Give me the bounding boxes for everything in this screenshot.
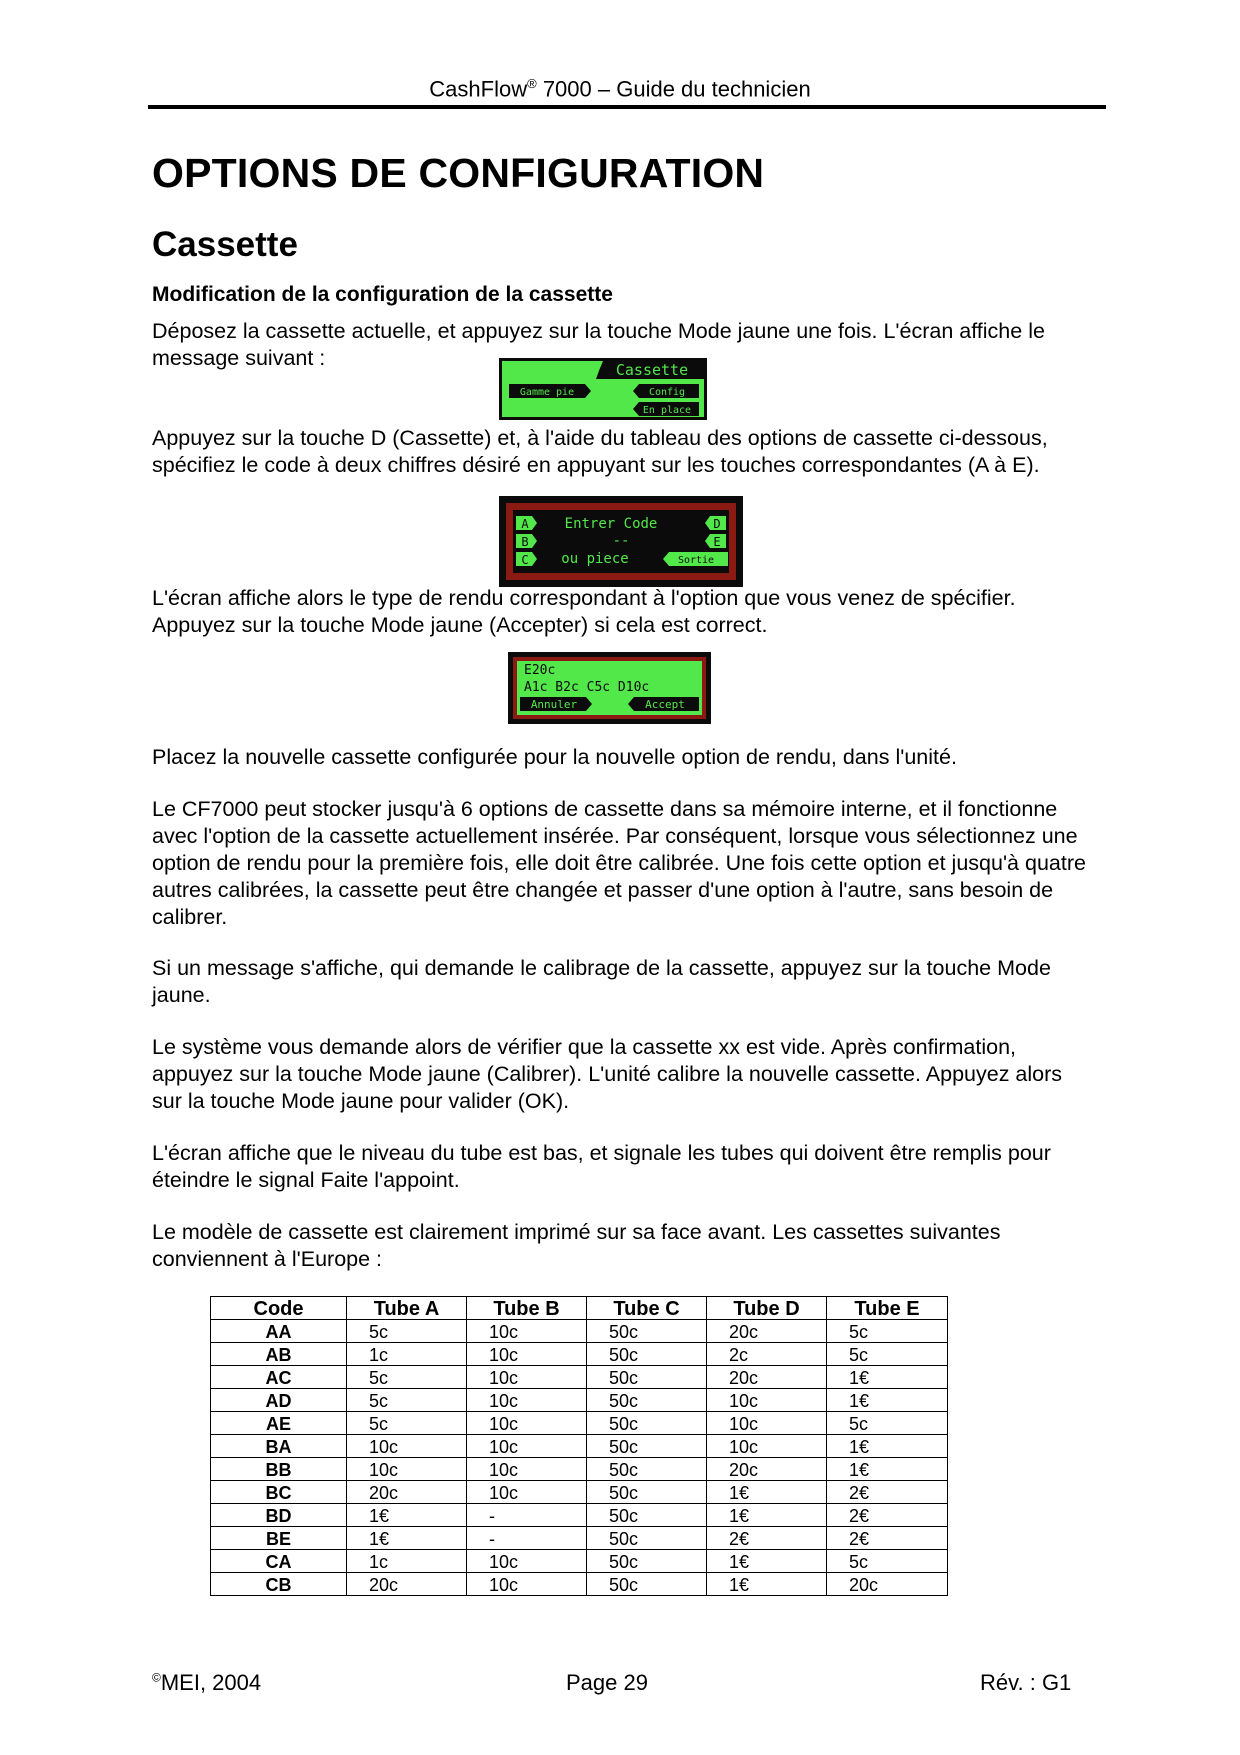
tube-value-cell: 1€ — [827, 1366, 948, 1389]
cassette-options-table — [210, 1296, 948, 1596]
tube-value-cell: 1€ — [347, 1527, 467, 1550]
tube-value-cell: 20c — [347, 1573, 467, 1596]
cassette-code-cell: AC — [211, 1366, 347, 1389]
tube-value-cell: 1€ — [827, 1435, 948, 1458]
footer-copyright — [152, 1670, 261, 1696]
tube-value-cell: 50c — [587, 1412, 707, 1435]
tube-value-cell: 20c — [707, 1366, 827, 1389]
tube-value-cell: 10c — [467, 1366, 587, 1389]
tube-value-cell: 20c — [347, 1481, 467, 1504]
tube-value-cell: 1€ — [707, 1504, 827, 1527]
header-rule — [148, 105, 1106, 109]
footer-revision: Rév. : G1 — [980, 1670, 1072, 1695]
table-row — [211, 1320, 948, 1343]
column-header-tube-e: Tube E — [827, 1297, 948, 1320]
tube-value-cell: 10c — [707, 1435, 827, 1458]
tube-value-cell: 50c — [587, 1435, 707, 1458]
tube-value-cell: - — [467, 1527, 587, 1550]
tube-value-cell: 5c — [347, 1366, 467, 1389]
cassette-code-cell: BB — [211, 1458, 347, 1481]
table-row — [211, 1573, 948, 1596]
tube-value-cell: 10c — [707, 1412, 827, 1435]
screen2-line1: Entrer Code — [564, 516, 658, 532]
tube-value-cell: 5c — [347, 1412, 467, 1435]
paragraph-7: Le système vous demande alors de vérifier que la cassette xx est vide. Après confirmation, appuyez sur la touche Mode jaune (Calibrer). L'unité calibre la nouvelle cassette. Appuyez alors sur la touche Mode jaune pour valider (OK). — [152, 1035, 1063, 1113]
tube-value-cell: 1€ — [707, 1573, 827, 1596]
tube-value-cell: 1€ — [827, 1458, 948, 1481]
screen2-line3: ou piece — [561, 551, 629, 567]
tube-value-cell: 10c — [707, 1389, 827, 1412]
tube-value-cell: 50c — [587, 1481, 707, 1504]
section-title: OPTIONS DE CONFIGURATION — [152, 150, 765, 196]
table-row — [211, 1435, 948, 1458]
tube-value-cell: 50c — [587, 1504, 707, 1527]
footer-copyright-text: MEI, 2004 — [160, 1670, 262, 1695]
tube-value-cell: 2€ — [827, 1504, 948, 1527]
column-header-tube-d: Tube D — [707, 1297, 827, 1320]
procedure-title: Modification de la configuration de la cassette — [152, 283, 613, 306]
cassette-code-cell: AB — [211, 1343, 347, 1366]
table-row — [211, 1481, 948, 1504]
tube-value-cell: 50c — [587, 1458, 707, 1481]
paragraph-2: Appuyez sur la touche D (Cassette) et, à l'aide du tableau des options de cassette ci-dessous, spécifiez le code à deux chiffres désiré en appuyant sur les touches correspondantes (A à E). — [152, 426, 1048, 477]
tube-value-cell: 1c — [347, 1550, 467, 1573]
screen2-line2: -- — [612, 533, 630, 549]
tube-value-cell: 50c — [587, 1320, 707, 1343]
table-row — [211, 1527, 948, 1550]
tube-value-cell: 50c — [587, 1389, 707, 1412]
tube-value-cell: 1€ — [707, 1550, 827, 1573]
cassette-code-cell: BE — [211, 1527, 347, 1550]
table-body — [211, 1320, 948, 1596]
cassette-code-cell: BA — [211, 1435, 347, 1458]
table-row — [211, 1504, 948, 1527]
tube-value-cell: 2c — [707, 1343, 827, 1366]
cassette-code-cell: CB — [211, 1573, 347, 1596]
screen3-line2: A1c B2c C5c D10c — [524, 680, 650, 695]
tube-value-cell: 1c — [347, 1343, 467, 1366]
tube-value-cell: 10c — [467, 1320, 587, 1343]
registered-mark: ® — [527, 76, 537, 91]
tube-value-cell: - — [467, 1504, 587, 1527]
tube-value-cell: 5c — [827, 1320, 948, 1343]
svg-text:D: D — [713, 517, 721, 531]
tube-value-cell: 50c — [587, 1550, 707, 1573]
header-title-post: 7000 – Guide du technicien — [536, 76, 811, 102]
tube-value-cell: 2€ — [827, 1527, 948, 1550]
svg-text:E: E — [713, 535, 721, 549]
tube-value-cell: 1€ — [707, 1481, 827, 1504]
tube-value-cell: 50c — [587, 1366, 707, 1389]
table-row — [211, 1550, 948, 1573]
lcd-screen-cassette-menu — [499, 358, 707, 420]
screen1-left-label: Gamme pie — [519, 387, 575, 398]
tube-value-cell: 10c — [467, 1412, 587, 1435]
column-header-tube-a: Tube A — [347, 1297, 467, 1320]
tube-value-cell: 10c — [467, 1550, 587, 1573]
tube-value-cell: 10c — [467, 1573, 587, 1596]
table-header-row — [211, 1297, 948, 1320]
table-row — [211, 1458, 948, 1481]
tube-value-cell: 5c — [827, 1550, 948, 1573]
tube-value-cell: 5c — [347, 1389, 467, 1412]
paragraph-4: Placez la nouvelle cassette configurée pour la nouvelle option de rendu, dans l'unité. — [152, 745, 957, 769]
column-header-tube-c: Tube C — [587, 1297, 707, 1320]
tube-value-cell: 5c — [347, 1320, 467, 1343]
cassette-code-cell: AE — [211, 1412, 347, 1435]
tube-value-cell: 10c — [347, 1435, 467, 1458]
column-header-code: Code — [211, 1297, 347, 1320]
svg-text:C: C — [521, 553, 529, 567]
tube-value-cell: 50c — [587, 1527, 707, 1550]
tube-value-cell: 20c — [707, 1458, 827, 1481]
subsection-title: Cassette — [152, 225, 298, 264]
cassette-code-cell: BC — [211, 1481, 347, 1504]
tube-value-cell: 50c — [587, 1343, 707, 1366]
footer-page-number: Page 29 — [566, 1670, 648, 1695]
table-row — [211, 1343, 948, 1366]
cassette-code-cell: AA — [211, 1320, 347, 1343]
tube-value-cell: 10c — [347, 1458, 467, 1481]
screen1-right1-label: Config — [648, 387, 686, 398]
tube-value-cell: 10c — [467, 1389, 587, 1412]
tube-value-cell: 10c — [467, 1435, 587, 1458]
table-row — [211, 1412, 948, 1435]
tube-value-cell: 1€ — [827, 1389, 948, 1412]
cassette-code-cell: AD — [211, 1389, 347, 1412]
tube-value-cell: 1€ — [347, 1504, 467, 1527]
paragraph-9: Le modèle de cassette est clairement imprimé sur sa face avant. Les cassettes suivantes conviennent à l'Europe : — [152, 1220, 1001, 1271]
svg-text:B: B — [521, 535, 529, 549]
paragraph-5: Le CF7000 peut stocker jusqu'à 6 options de cassette dans sa mémoire interne, et il fonctionne avec l'option de la cassette actuellement insérée. Par conséquent, lorsque vous sélectionnez une option de rendu pour la première fois, elle doit être calibrée. Une fois cette option et jusqu'à quatre autres calibrées, la cassette peut être changée et passer d'une option à l'autre, sans besoin de calibrer. — [152, 797, 1086, 929]
tube-value-cell: 2€ — [827, 1481, 948, 1504]
paragraph-6: Si un message s'affiche, qui demande le calibrage de la cassette, appuyez sur la touche Mode jaune. — [152, 956, 1051, 1007]
paragraph-8: L'écran affiche que le niveau du tube est bas, et signale les tubes qui doivent être remplis pour éteindre le signal Faite l'appoint. — [152, 1141, 1051, 1192]
screen1-title: Cassette — [615, 361, 689, 379]
table-row — [211, 1389, 948, 1412]
svg-text:A: A — [521, 517, 529, 531]
tube-value-cell: 20c — [827, 1573, 948, 1596]
copyright-mark: © — [152, 1670, 161, 1685]
table-row — [211, 1366, 948, 1389]
column-header-tube-b: Tube B — [467, 1297, 587, 1320]
tube-value-cell: 5c — [827, 1412, 948, 1435]
screen3-left-label: Annuler — [530, 698, 578, 711]
screen3-line1: E20c — [524, 663, 556, 678]
tube-value-cell: 20c — [707, 1320, 827, 1343]
screen2-exit-label: Sortie — [677, 555, 715, 566]
page-header — [0, 76, 1240, 102]
header-title-pre: CashFlow — [429, 76, 528, 102]
cassette-code-cell: CA — [211, 1550, 347, 1573]
tube-value-cell: 10c — [467, 1458, 587, 1481]
tube-value-cell: 50c — [587, 1573, 707, 1596]
cassette-code-cell: BD — [211, 1504, 347, 1527]
lcd-screen-confirm — [508, 652, 711, 724]
tube-value-cell: 10c — [467, 1481, 587, 1504]
tube-value-cell: 5c — [827, 1343, 948, 1366]
tube-value-cell: 10c — [467, 1343, 587, 1366]
lcd-screen-enter-code — [499, 496, 743, 587]
paragraph-1: Déposez la cassette actuelle, et appuyez sur la touche Mode jaune une fois. L'écran affiche le message suivant : — [152, 319, 1045, 370]
paragraph-3: L'écran affiche alors le type de rendu correspondant à l'option que vous venez de spécifier. Appuyez sur la touche Mode jaune (Accepter) si cela est correct. — [152, 586, 1016, 637]
screen1-right2-label: En place — [642, 405, 692, 416]
screen3-right-label: Accept — [645, 698, 685, 711]
tube-value-cell: 2€ — [707, 1527, 827, 1550]
